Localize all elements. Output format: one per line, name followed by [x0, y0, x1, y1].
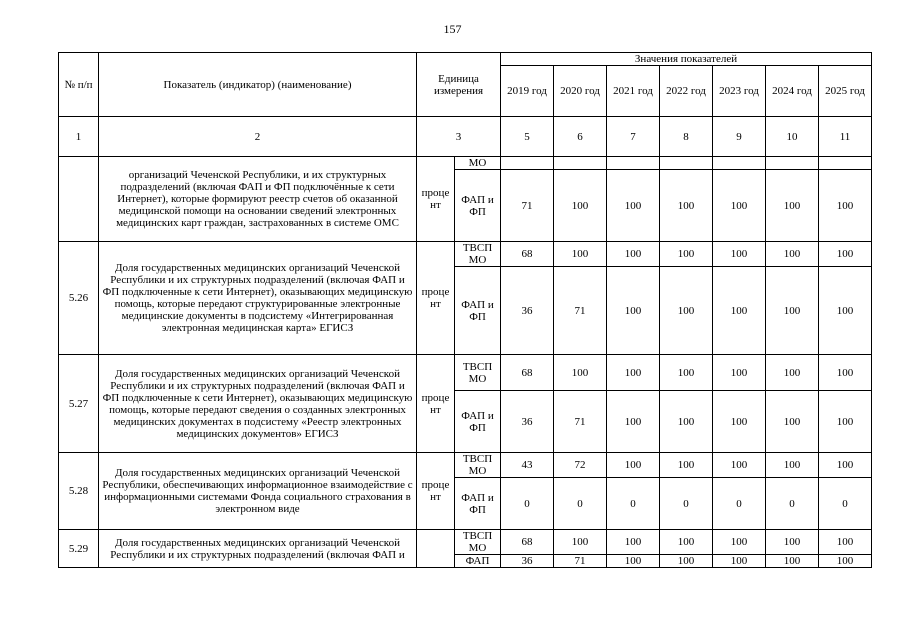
value-cell: 100	[819, 530, 872, 555]
value-cell: 36	[501, 267, 554, 355]
index-cell: 2	[99, 117, 417, 157]
value-cell	[713, 157, 766, 170]
unit-cell	[417, 530, 455, 568]
value-cell: 100	[766, 267, 819, 355]
value-cell: 100	[660, 355, 713, 391]
value-cell: 100	[766, 530, 819, 555]
value-cell: 100	[660, 391, 713, 453]
value-cell: 0	[660, 478, 713, 530]
value-cell: 100	[607, 355, 660, 391]
value-cell	[819, 157, 872, 170]
row-number: 5.28	[59, 453, 99, 530]
table-row	[59, 530, 872, 555]
unit-cell: проце нт	[417, 242, 455, 355]
value-cell	[660, 157, 713, 170]
header-year: 2020 год	[554, 66, 607, 117]
value-cell: 100	[607, 453, 660, 478]
value-cell: 100	[607, 242, 660, 267]
value-cell: 100	[713, 530, 766, 555]
header-year: 2019 год	[501, 66, 554, 117]
indicator-name: Доля государственных медицинских организаций Чеченской Республики и их структурных подразделений (включая ФАП и	[99, 530, 417, 568]
value-cell: 100	[607, 555, 660, 568]
value-cell: 71	[501, 170, 554, 242]
header-year: 2024 год	[766, 66, 819, 117]
row-number: 5.27	[59, 355, 99, 453]
value-cell: 100	[660, 242, 713, 267]
value-cell: 100	[713, 555, 766, 568]
value-cell: 0	[554, 478, 607, 530]
value-cell: 68	[501, 355, 554, 391]
value-cell: 100	[554, 170, 607, 242]
table-row	[59, 355, 872, 391]
value-cell: 100	[660, 555, 713, 568]
value-cell: 100	[766, 453, 819, 478]
header-num: № п/п	[59, 53, 99, 117]
table-row	[59, 453, 872, 478]
subgroup-label: ФАП и ФП	[455, 478, 501, 530]
subgroup-label: ТВСП МО	[455, 453, 501, 478]
value-cell: 100	[766, 555, 819, 568]
table-row	[59, 242, 872, 267]
subgroup-label: ФАП и ФП	[455, 170, 501, 242]
value-cell: 100	[554, 242, 607, 267]
header-values-group: Значения показателей	[501, 53, 872, 66]
value-cell: 100	[819, 170, 872, 242]
value-cell: 36	[501, 555, 554, 568]
value-cell	[607, 157, 660, 170]
indicator-name: Доля государственных медицинских организаций Чеченской Республики и их структурных подразделений (включая ФАП и ФП подключенные к сети Интернет), оказывающих медицинскую помощь, которые передают сведения о созданных электронных медицинских документах в подсистему «Реестр электронных медицинских документов» ЕГИСЗ	[99, 355, 417, 453]
header-name: Показатель (индикатор) (наименование)	[99, 53, 417, 117]
value-cell: 100	[660, 453, 713, 478]
value-cell: 100	[819, 555, 872, 568]
index-cell: 10	[766, 117, 819, 157]
row-number: 5.26	[59, 242, 99, 355]
index-cell: 3	[417, 117, 501, 157]
unit-cell: проце нт	[417, 157, 455, 242]
value-cell: 100	[660, 530, 713, 555]
header-year: 2023 год	[713, 66, 766, 117]
table-row	[59, 157, 872, 170]
value-cell: 71	[554, 391, 607, 453]
row-number	[59, 157, 99, 242]
value-cell: 100	[660, 170, 713, 242]
value-cell: 0	[713, 478, 766, 530]
value-cell: 71	[554, 267, 607, 355]
index-cell: 11	[819, 117, 872, 157]
indicator-name: Доля государственных медицинских организаций Чеченской Республики и их структурных подразделений (включая ФАП и ФП подключенные к сети Интернет), оказывающих медицинскую помощь, которые передают структурированные электронные медицинские документы в подсистему «Интегрированная электронная медицинская карта» ЕГИСЗ	[99, 242, 417, 355]
subgroup-label: ФАП и ФП	[455, 267, 501, 355]
subgroup-label: ТВСП МО	[455, 530, 501, 555]
column-index-row	[59, 117, 872, 157]
value-cell: 100	[713, 267, 766, 355]
value-cell: 100	[607, 530, 660, 555]
unit-cell: проце нт	[417, 355, 455, 453]
unit-cell: проце нт	[417, 453, 455, 530]
value-cell: 68	[501, 242, 554, 267]
value-cell: 100	[766, 170, 819, 242]
value-cell: 0	[819, 478, 872, 530]
value-cell: 43	[501, 453, 554, 478]
value-cell: 68	[501, 530, 554, 555]
subgroup-label: ФАП	[455, 555, 501, 568]
value-cell: 100	[554, 355, 607, 391]
header-year: 2021 год	[607, 66, 660, 117]
subgroup-label: ТВСП МО	[455, 355, 501, 391]
value-cell: 100	[713, 170, 766, 242]
value-cell: 100	[607, 170, 660, 242]
value-cell: 100	[607, 391, 660, 453]
value-cell: 100	[660, 267, 713, 355]
subgroup-label: ТВСП МО	[455, 242, 501, 267]
index-cell: 8	[660, 117, 713, 157]
value-cell: 100	[713, 355, 766, 391]
index-cell: 7	[607, 117, 660, 157]
header-year: 2022 год	[660, 66, 713, 117]
value-cell	[554, 157, 607, 170]
value-cell: 100	[819, 453, 872, 478]
indicator-name: Доля государственных медицинских организаций Чеченской Республики, обеспечивающих информационное взаимодействие с информационными системами Фонда социального страхования в электронном виде	[99, 453, 417, 530]
index-cell: 6	[554, 117, 607, 157]
value-cell: 71	[554, 555, 607, 568]
value-cell: 100	[766, 391, 819, 453]
value-cell: 100	[713, 453, 766, 478]
row-number: 5.29	[59, 530, 99, 568]
value-cell: 100	[819, 242, 872, 267]
value-cell: 100	[819, 391, 872, 453]
value-cell: 100	[766, 355, 819, 391]
value-cell: 36	[501, 391, 554, 453]
value-cell: 100	[819, 355, 872, 391]
page-number: 157	[443, 22, 462, 36]
index-cell: 5	[501, 117, 554, 157]
index-cell: 9	[713, 117, 766, 157]
index-cell: 1	[59, 117, 99, 157]
indicators-table	[58, 52, 872, 568]
value-cell: 0	[766, 478, 819, 530]
header-unit: Единица измерения	[417, 53, 501, 117]
value-cell: 100	[819, 267, 872, 355]
subgroup-label: МО	[455, 157, 501, 170]
value-cell	[766, 157, 819, 170]
value-cell: 100	[607, 267, 660, 355]
value-cell: 72	[554, 453, 607, 478]
value-cell: 100	[766, 242, 819, 267]
value-cell: 100	[554, 530, 607, 555]
value-cell	[501, 157, 554, 170]
value-cell: 0	[501, 478, 554, 530]
value-cell: 0	[607, 478, 660, 530]
value-cell: 100	[713, 391, 766, 453]
indicator-name: организаций Чеченской Республики, и их структурных подразделений (включая ФАП и ФП подключённые к сети Интернет), которые формируют реестр счетов об оказанной медицинской помощи на основании сведений электронных медицинских карт граждан, застрахованных в системе ОМС	[99, 157, 417, 242]
subgroup-label: ФАП и ФП	[455, 391, 501, 453]
header-year: 2025 год	[819, 66, 872, 117]
value-cell: 100	[713, 242, 766, 267]
